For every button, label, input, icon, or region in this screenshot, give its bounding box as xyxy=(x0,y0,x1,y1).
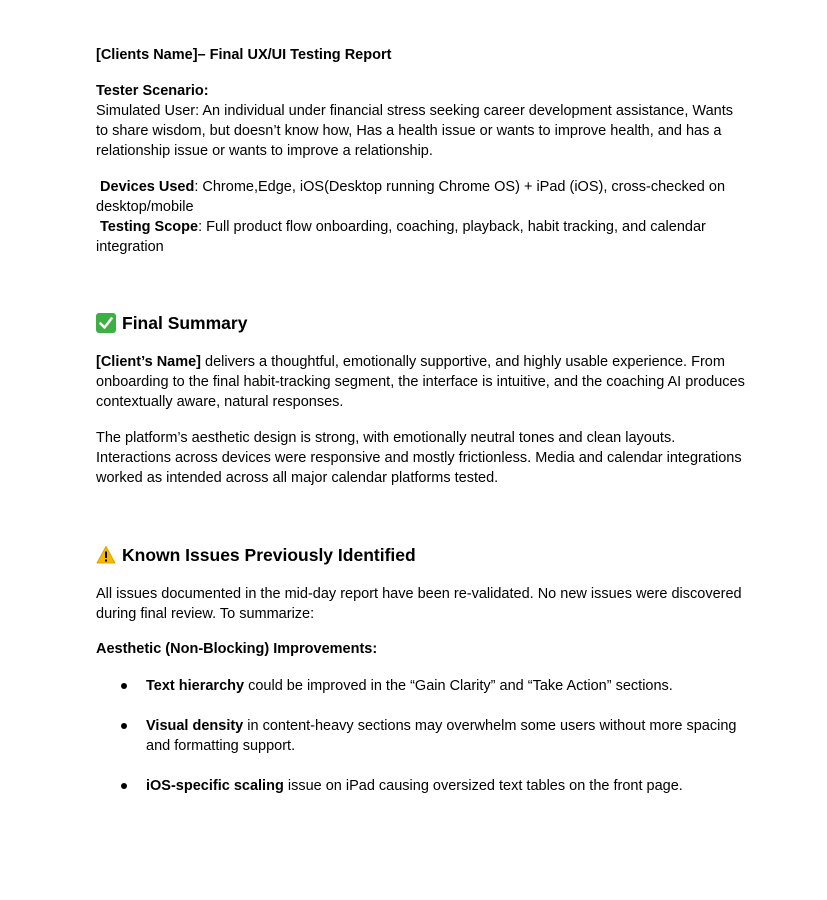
final-summary-heading xyxy=(96,311,746,335)
known-issues-title: Known Issues Previously Identified xyxy=(122,545,416,565)
issue-text: in content-heavy sections may overwhelm some users without more spacing and formatting support. xyxy=(146,718,737,754)
final-summary-paragraph-2: The platform’s aesthetic design is strong, with emotionally neutral tones and clean layouts. Interactions across devices were responsive and mostly frictionless. Media and calendar integrations worked as intended across all major calendar platforms tested. xyxy=(96,430,742,486)
testing-scope xyxy=(96,217,746,257)
warning-icon xyxy=(96,545,116,565)
known-issues-heading xyxy=(96,543,746,567)
bullet-icon xyxy=(121,783,127,789)
issue-text: issue on iPad causing oversized text tables on the front page. xyxy=(283,778,683,794)
final-summary-title: Final Summary xyxy=(122,313,248,333)
issue-title: Visual density xyxy=(146,718,244,734)
known-issues-intro: All issues documented in the mid-day report have been re-validated. No new issues were discovered during final review. To summarize: xyxy=(96,586,742,622)
devices-used-text: : Chrome,Edge, iOS(Desktop running Chrome OS) + iPad (iOS), cross-checked on desktop/mobile xyxy=(96,179,726,215)
check-mark-icon xyxy=(96,313,116,333)
issue-title: Text hierarchy xyxy=(146,678,245,694)
final-summary-text-1: delivers a thoughtful, emotionally supportive, and highly usable experience. From onboarding to the final habit-tracking segment, the interface is intuitive, and the coaching AI produces contextually aware, natural responses. xyxy=(96,354,745,410)
devices-used xyxy=(96,177,746,217)
issue-text: could be improved in the “Gain Clarity” and “Take Action” sections. xyxy=(244,678,673,694)
tester-scenario-text: Simulated User: An individual under financial stress seeking career development assistance, Wants to share wisdom, but doesn’t know how, Has a health issue or wants to improve health, and has a relationship issue or wants to improve a relationship. xyxy=(96,103,733,159)
client-name: [Client’s Name] xyxy=(96,354,202,370)
issue-title: iOS-specific scaling xyxy=(146,778,284,794)
document-title: [Clients Name]– Final UX/UI Testing Report xyxy=(96,47,392,63)
devices-used-label: Devices Used xyxy=(100,179,195,195)
final-summary-paragraph-1 xyxy=(96,352,746,412)
tester-scenario-heading: Tester Scenario: xyxy=(96,83,209,99)
bullet-icon xyxy=(121,723,127,729)
testing-scope-text: : Full product flow onboarding, coaching, playback, habit tracking, and calendar integration xyxy=(96,219,706,255)
aesthetic-improvements-heading: Aesthetic (Non-Blocking) Improvements: xyxy=(96,641,378,657)
bullet-icon xyxy=(121,683,127,689)
tester-scenario-section xyxy=(96,81,746,161)
testing-scope-label: Testing Scope xyxy=(100,219,199,235)
